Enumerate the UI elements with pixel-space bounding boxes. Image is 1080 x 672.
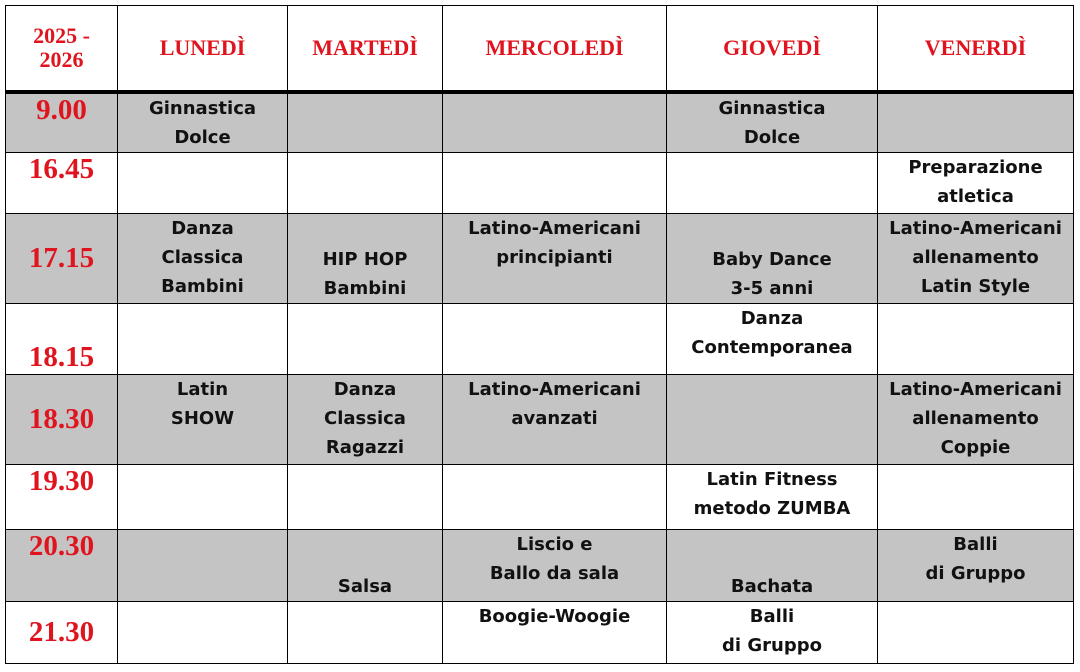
class-cell-friday (878, 375, 1074, 465)
time-slot: 9.00 (6, 92, 118, 153)
class-cell-monday (118, 214, 288, 304)
schedule-row (6, 602, 1074, 664)
class-name-line: avanzati (511, 408, 598, 429)
class-cell-wednesday (443, 375, 667, 465)
class-name-line: Ragazzi (325, 437, 405, 458)
class-cell-monday (118, 153, 288, 214)
class-name-line: Latin (176, 379, 229, 400)
class-cell-monday (118, 304, 288, 375)
schedule-row (6, 153, 1074, 214)
class-name-line: Latino-Americani (468, 218, 641, 239)
class-cell-wednesday (443, 92, 667, 153)
time-slot: 18.30 (6, 375, 118, 465)
class-cell-tuesday (288, 214, 443, 304)
class-cell-wednesday (443, 602, 667, 664)
class-name-line: Balli (749, 606, 795, 627)
class-name-line: di Gruppo (925, 563, 1026, 584)
class-name-line: Ballo da sala (489, 563, 620, 584)
class-name-line: Ginnastica (148, 97, 257, 119)
class-name-line: Bambini (323, 278, 407, 299)
class-cell-thursday (667, 602, 878, 664)
class-cell-monday (118, 375, 288, 465)
class-cell-wednesday (443, 304, 667, 375)
schedule-row (6, 304, 1074, 375)
class-name-line: Latino-Americani (468, 379, 641, 400)
schedule-row (6, 465, 1074, 530)
class-cell-tuesday (288, 92, 443, 153)
class-cell-friday (878, 214, 1074, 304)
class-cell-thursday (667, 153, 878, 214)
class-cell-monday (118, 92, 288, 153)
class-cell-thursday (667, 304, 878, 375)
year-line-1: 2025 - (33, 22, 90, 48)
class-cell-monday (118, 465, 288, 530)
day-header-tuesday: MARTEDÌ (288, 6, 443, 92)
schedule-row (6, 375, 1074, 465)
class-name-line: Contemporanea (691, 337, 853, 358)
class-name-line: Classica (161, 247, 244, 268)
class-name-line: Latin Style (920, 276, 1031, 297)
class-name-line: principianti (496, 247, 613, 268)
class-name-line: Boogie-Woogie (478, 606, 631, 627)
day-header-wednesday: MERCOLEDÌ (443, 6, 667, 92)
class-name-line: Preparazione (908, 157, 1043, 178)
schedule-body (6, 92, 1074, 664)
class-cell-monday (118, 602, 288, 664)
class-name-line: Balli (953, 534, 998, 555)
class-cell-thursday (667, 530, 878, 602)
day-header-monday: LUNEDÌ (118, 6, 288, 92)
class-name-line: allenamento (912, 408, 1039, 429)
class-name-line: metodo ZUMBA (693, 498, 851, 519)
class-cell-tuesday (288, 153, 443, 214)
class-name-line: Salsa (337, 576, 393, 597)
class-cell-thursday (667, 375, 878, 465)
time-slot: 16.45 (6, 153, 118, 214)
class-name-line: Latino-Americani (889, 218, 1062, 239)
class-cell-friday (878, 530, 1074, 602)
time-slot: 17.15 (6, 214, 118, 304)
time-slot: 20.30 (6, 530, 118, 602)
class-name-line: Dolce (743, 126, 801, 148)
class-name-line: Baby Dance (712, 249, 832, 270)
class-name-line: Latin Fitness (706, 469, 838, 490)
class-name-line: Dolce (174, 126, 231, 148)
schedule-table (5, 5, 1074, 664)
class-name-line: Danza (740, 308, 804, 329)
time-slot: 21.30 (6, 602, 118, 664)
day-header-thursday: GIOVEDÌ (667, 6, 878, 92)
class-name-line: Ginnastica (718, 97, 826, 119)
class-name-line: allenamento (912, 247, 1039, 268)
class-cell-wednesday (443, 153, 667, 214)
class-name-line: SHOW (170, 408, 235, 429)
class-name-line: Danza (333, 379, 397, 400)
class-name-line: HIP HOP (322, 249, 408, 270)
class-name-line: Bambini (161, 276, 244, 297)
class-name-line: di Gruppo (722, 635, 822, 656)
class-name-line: Latino-Americani (889, 379, 1062, 400)
class-cell-wednesday (443, 214, 667, 304)
class-cell-friday (878, 92, 1074, 153)
class-cell-thursday (667, 465, 878, 530)
class-cell-tuesday (288, 375, 443, 465)
year-line-2: 2026 (39, 46, 84, 72)
class-name-line: Danza (171, 218, 234, 239)
class-cell-friday (878, 602, 1074, 664)
class-cell-thursday (667, 214, 878, 304)
class-cell-tuesday (288, 465, 443, 530)
time-slot: 19.30 (6, 465, 118, 530)
day-header-friday: VENERDÌ (878, 6, 1074, 92)
school-year-header (6, 6, 118, 92)
class-cell-tuesday (288, 602, 443, 664)
class-cell-friday (878, 465, 1074, 530)
class-name-line: 3-5 anni (730, 278, 814, 299)
time-slot: 18.15 (6, 304, 118, 375)
class-cell-tuesday (288, 304, 443, 375)
class-cell-friday (878, 153, 1074, 214)
class-name-line: atletica (937, 186, 1014, 207)
class-cell-tuesday (288, 530, 443, 602)
schedule-row (6, 530, 1074, 602)
class-name-line: Liscio e (516, 534, 593, 555)
class-cell-wednesday (443, 465, 667, 530)
schedule-row (6, 92, 1074, 153)
class-name-line: Coppie (940, 437, 1011, 458)
class-cell-friday (878, 304, 1074, 375)
class-cell-wednesday (443, 530, 667, 602)
class-name-line: Classica (324, 408, 406, 429)
header-row (6, 6, 1074, 92)
schedule-row (6, 214, 1074, 304)
class-cell-monday (118, 530, 288, 602)
class-cell-thursday (667, 92, 878, 153)
class-name-line: Bachata (730, 576, 814, 597)
